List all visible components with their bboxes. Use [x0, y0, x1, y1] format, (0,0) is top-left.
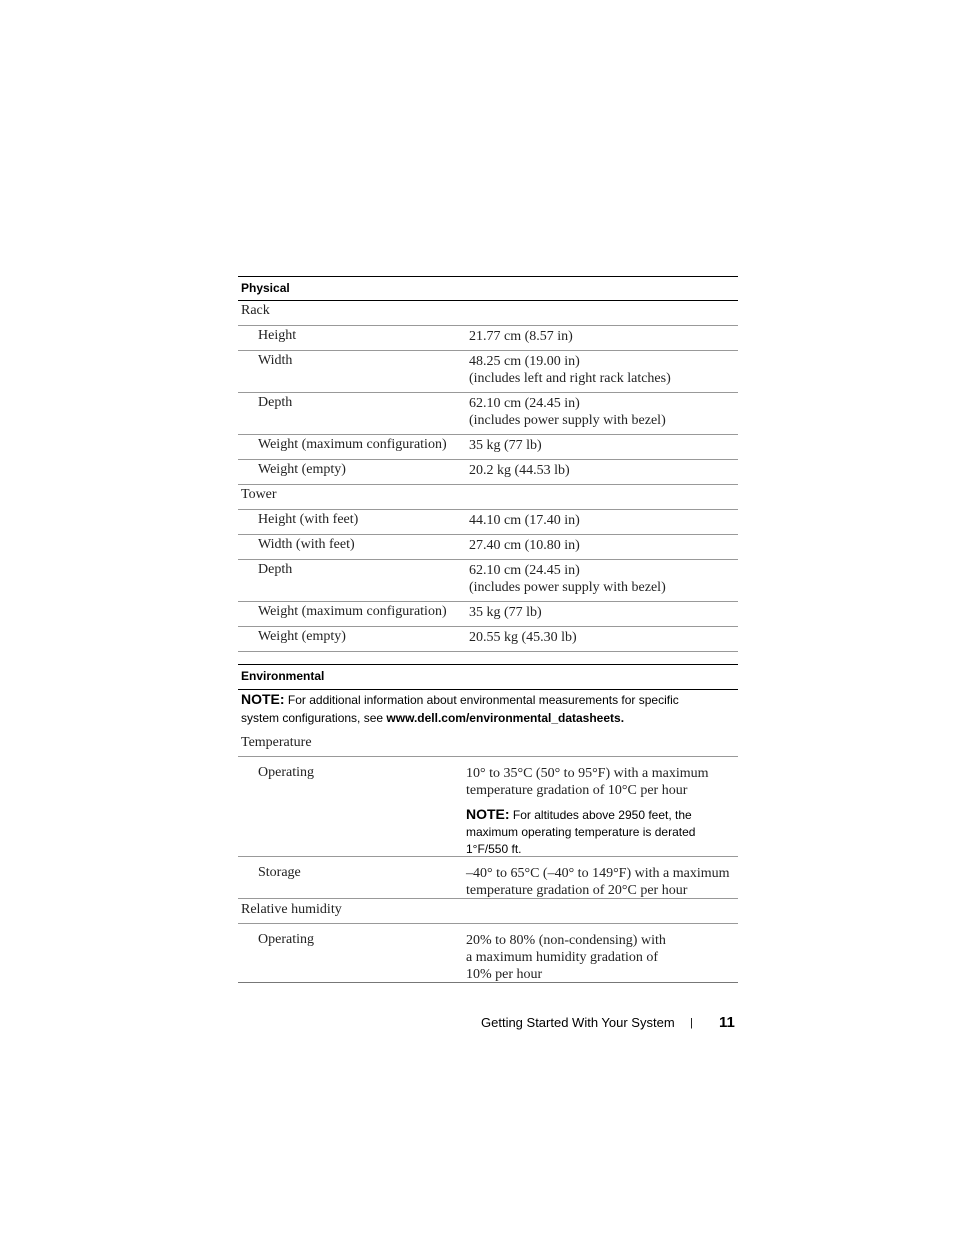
footer-separator: | — [690, 1017, 693, 1029]
humidity-value-1: 20% to 80% (non-condensing) with — [466, 933, 666, 948]
op-note-line-2: maximum operating temperature is derated — [466, 825, 696, 839]
page-number: 11 — [719, 1014, 735, 1031]
spec-label: Width (with feet) — [258, 537, 355, 552]
spec-row — [238, 326, 738, 351]
spec-row — [238, 351, 738, 393]
physical-heading: Physical — [238, 276, 738, 301]
spec-row — [238, 627, 738, 652]
op-note-text-1: For altitudes above 2950 feet, the — [512, 808, 692, 822]
op-note-line-1 — [466, 806, 709, 824]
humidity-value — [466, 932, 666, 983]
spec-value-line-2: (includes power supply with bezel) — [469, 413, 666, 428]
humidity-group-row — [238, 899, 738, 924]
operating-label: Operating — [258, 765, 314, 780]
storage-row — [238, 857, 738, 899]
spec-value-line-2: (includes power supply with bezel) — [469, 580, 666, 595]
spec-value — [469, 462, 570, 479]
operating-value-1: 10° to 35°C (50° to 95°F) with a maximum — [466, 766, 709, 781]
storage-value — [466, 865, 730, 899]
rack-group-row — [238, 301, 738, 326]
spec-value — [469, 437, 542, 454]
footer-title: Getting Started With Your System — [481, 1015, 675, 1030]
spec-value-line-1: 20.55 kg (45.30 lb) — [469, 630, 577, 645]
rack-rows — [238, 326, 738, 485]
environmental-table — [238, 664, 738, 983]
spec-label: Height (with feet) — [258, 512, 359, 527]
tower-label: Tower — [241, 487, 277, 502]
spec-label: Height — [258, 328, 297, 343]
note-text-2: system configurations, see — [241, 711, 387, 725]
spec-row — [238, 535, 738, 560]
humidity-value-2: a maximum humidity gradation of — [466, 950, 659, 965]
spec-value-line-1: 21.77 cm (8.57 in) — [469, 329, 573, 344]
spec-row — [238, 510, 738, 535]
spec-value — [469, 604, 542, 621]
spec-label: Weight (empty) — [258, 629, 346, 644]
spec-value — [469, 353, 671, 387]
op-note-label: NOTE: — [466, 806, 510, 822]
environmental-note — [238, 690, 738, 732]
spec-value-line-1: 20.2 kg (44.53 lb) — [469, 463, 570, 478]
op-note-line-3: 1°F/550 ft. — [466, 842, 522, 856]
storage-value-2: temperature gradation of 20°C per hour — [466, 883, 688, 898]
spec-label: Weight (maximum configuration) — [258, 437, 447, 452]
spec-value-line-1: 35 kg (77 lb) — [469, 605, 542, 620]
spec-value-line-1: 62.10 cm (24.45 in) — [469, 563, 580, 578]
spec-row — [238, 460, 738, 485]
humidity-label: Relative humidity — [241, 902, 342, 917]
operating-value-2: temperature gradation of 10°C per hour — [466, 783, 688, 798]
note-label: NOTE: — [241, 691, 285, 707]
spec-row — [238, 393, 738, 435]
note-line-2 — [241, 709, 735, 727]
rack-label: Rack — [241, 303, 270, 318]
spec-label: Weight (maximum configuration) — [258, 604, 447, 619]
spec-value-line-1: 35 kg (77 lb) — [469, 438, 542, 453]
spec-row — [238, 602, 738, 627]
storage-label: Storage — [258, 865, 301, 880]
spec-value — [469, 512, 580, 529]
note-text-1: For additional information about environmental measurements for specific — [287, 693, 679, 707]
spec-value-line-1: 62.10 cm (24.45 in) — [469, 396, 580, 411]
storage-value-1: –40° to 65°C (–40° to 149°F) with a maximum — [466, 866, 730, 881]
spec-value — [469, 562, 666, 596]
environmental-heading: Environmental — [238, 664, 738, 690]
humidity-value-3: 10% per hour — [466, 967, 543, 982]
spec-value-line-1: 44.10 cm (17.40 in) — [469, 513, 580, 528]
spec-label: Depth — [258, 562, 293, 577]
spec-row — [238, 560, 738, 602]
operating-note — [466, 806, 709, 858]
spec-value — [469, 629, 577, 646]
spec-value — [469, 537, 580, 554]
spec-value-line-1: 27.40 cm (10.80 in) — [469, 538, 580, 553]
note-link[interactable]: www.dell.com/environmental_datasheets. — [386, 711, 625, 725]
spec-label: Width — [258, 353, 293, 368]
spec-row — [238, 435, 738, 460]
spec-value-line-1: 48.25 cm (19.00 in) — [469, 354, 580, 369]
temperature-group-row — [238, 732, 738, 757]
note-line-1 — [241, 690, 735, 709]
spec-value — [469, 395, 666, 429]
tower-rows — [238, 510, 738, 652]
spec-value — [469, 328, 573, 345]
tower-group-row — [238, 485, 738, 510]
physical-table — [238, 276, 738, 652]
operating-value — [466, 765, 709, 858]
spec-label: Depth — [258, 395, 293, 410]
spec-label: Weight (empty) — [258, 462, 346, 477]
operating-row — [238, 757, 738, 857]
spec-value-line-2: (includes left and right rack latches) — [469, 371, 671, 386]
humidity-operating-label: Operating — [258, 932, 314, 947]
humidity-operating-row — [238, 924, 738, 983]
temperature-label: Temperature — [241, 735, 312, 750]
